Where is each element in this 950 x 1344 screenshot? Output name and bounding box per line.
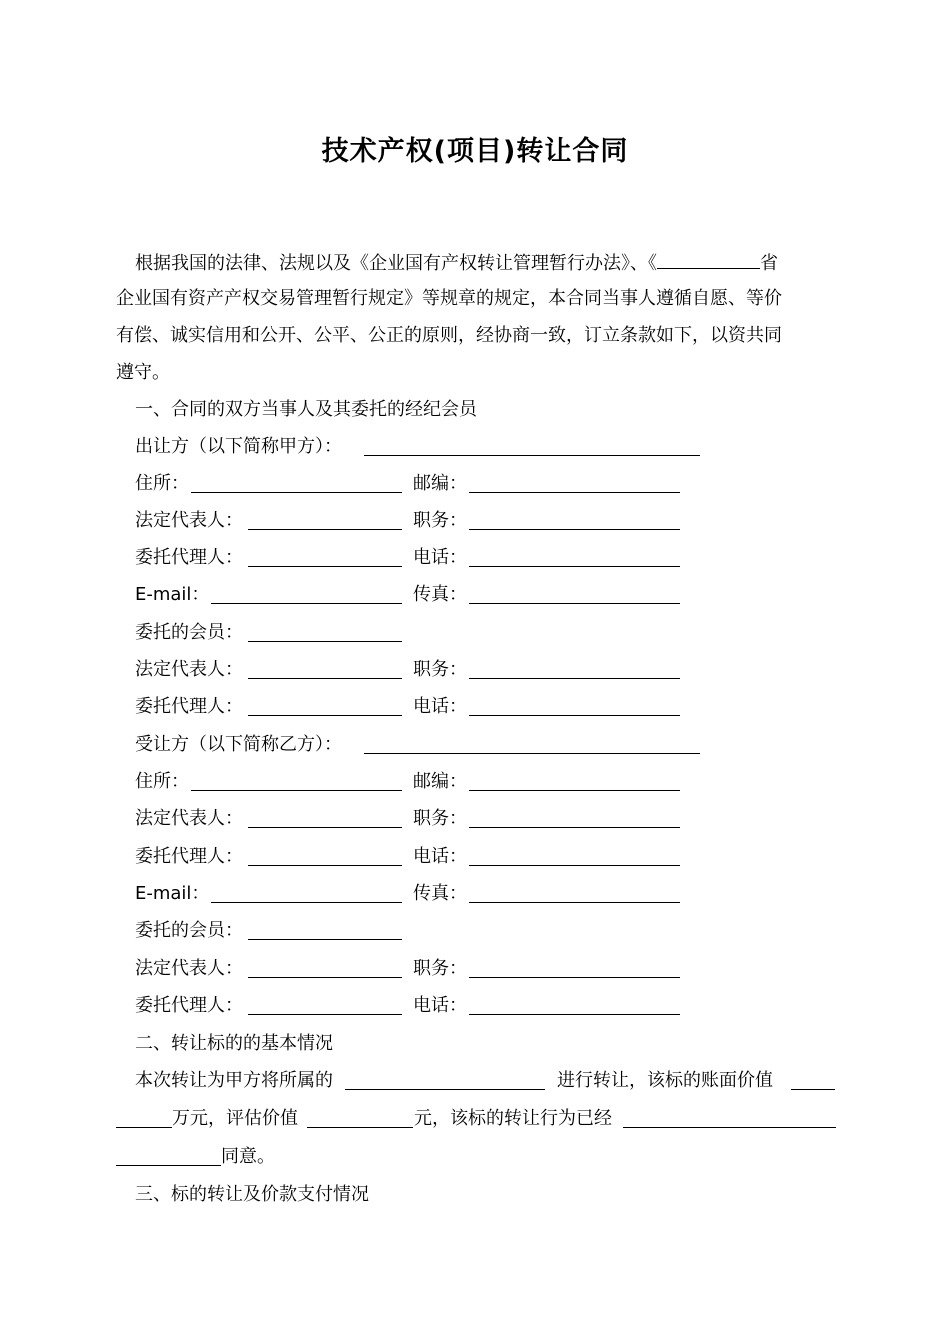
party-a-address-row [135,470,735,498]
address-blank[interactable] [191,472,402,493]
fax-label: 传真： [413,883,467,904]
phone-blank[interactable] [469,695,680,716]
fax-label: 传真： [413,584,467,605]
party-a-email-row [135,581,735,609]
legal-rep-label: 法定代表人： [135,659,243,680]
email-blank[interactable] [211,583,402,604]
party-a-member-row [135,619,735,647]
approval-blank-end[interactable] [116,1145,221,1166]
legal-rep-label: 法定代表人： [135,808,243,829]
intro-text-1a: 根据我国的法律、法规以及《企业国有产权转让管理暂行办法》、《 [135,253,657,274]
party-b-row [135,731,735,759]
section-2-heading: 二、转让标的的基本情况 [135,1033,333,1054]
fax-blank[interactable] [469,583,680,604]
address-label: 住所： [135,473,189,494]
section-2-line-2 [116,1105,836,1133]
phone-label: 电话： [413,696,467,717]
book-value-blank-start[interactable] [791,1069,835,1090]
position-label: 职务： [413,808,467,829]
party-b-agent-row [135,843,735,871]
intro-line-3: 有偿、诚实信用和公开、公平、公正的原则，经协商一致，订立条款如下，以资共同 [116,325,782,346]
phone-label: 电话： [413,846,467,867]
party-a-member-agent-row [135,693,735,721]
party-b-label: 受让方（以下简称乙方）： [135,734,342,755]
position-blank[interactable] [469,658,680,679]
party-b-blank[interactable] [364,733,700,754]
position-label: 职务： [413,958,467,979]
party-a-row [135,433,735,461]
address-label: 住所： [135,771,189,792]
section-2-line-1 [135,1067,835,1095]
province-blank[interactable] [657,248,760,269]
book-value-blank-end[interactable] [116,1107,172,1128]
legal-rep-blank[interactable] [248,807,402,828]
approval-blank-start[interactable] [623,1107,836,1128]
party-b-member-agent-row [135,992,735,1020]
party-a-agent-row [135,544,735,572]
postcode-blank[interactable] [469,770,680,791]
section-2-text-1b: 进行转让，该标的账面价值 [557,1070,773,1091]
party-a-legal-rep-row [135,507,735,535]
email-blank[interactable] [211,882,402,903]
section-2-text-1a: 本次转让为甲方将所属的 [135,1070,333,1091]
agent-label: 委托代理人： [135,846,243,867]
position-blank[interactable] [469,509,680,530]
intro-text-1b: 省 [760,253,778,274]
position-blank[interactable] [469,807,680,828]
legal-rep-blank[interactable] [248,509,402,530]
party-b-member-row [135,917,735,945]
party-b-address-row [135,768,735,796]
intro-line-1 [135,248,778,276]
email-label: E-mail： [135,883,210,904]
agent-label: 委托代理人： [135,696,243,717]
phone-label: 电话： [413,995,467,1016]
phone-blank[interactable] [469,845,680,866]
position-label: 职务： [413,659,467,680]
party-a-blank[interactable] [364,435,700,456]
agent-blank[interactable] [248,845,402,866]
party-a-label: 出让方（以下简称甲方）： [135,436,342,457]
member-label: 委托的会员： [135,920,243,941]
section-2-text-2b: 元，该标的转让行为已经 [414,1108,612,1129]
postcode-label: 邮编： [413,473,467,494]
position-blank[interactable] [469,957,680,978]
section-3-heading: 三、标的转让及价款支付情况 [135,1184,369,1205]
appraised-value-blank[interactable] [307,1107,413,1128]
section-1-heading: 一、合同的双方当事人及其委托的经纪会员 [135,399,477,420]
party-b-legal-rep-row [135,805,735,833]
agent-label: 委托代理人： [135,547,243,568]
member-label: 委托的会员： [135,622,243,643]
agent-blank[interactable] [248,994,402,1015]
legal-rep-blank[interactable] [248,957,402,978]
subject-blank[interactable] [345,1069,545,1090]
member-blank[interactable] [248,919,402,940]
legal-rep-blank[interactable] [248,658,402,679]
section-2-line-3 [116,1143,836,1171]
email-label: E-mail： [135,584,210,605]
legal-rep-label: 法定代表人： [135,958,243,979]
intro-line-2: 企业国有资产产权交易管理暂行规定》等规章的规定，本合同当事人遵循自愿、等价 [116,288,782,309]
party-b-email-row [135,880,735,908]
intro-line-4: 遵守。 [116,362,170,383]
fax-blank[interactable] [469,882,680,903]
phone-blank[interactable] [469,994,680,1015]
legal-rep-label: 法定代表人： [135,510,243,531]
section-2-text-3a: 同意。 [221,1146,275,1167]
address-blank[interactable] [191,770,402,791]
agent-blank[interactable] [248,695,402,716]
document-title: 技术产权(项目)转让合同 [321,136,629,167]
member-blank[interactable] [248,621,402,642]
agent-blank[interactable] [248,546,402,567]
party-a-member-legal-rep-row [135,656,735,684]
postcode-blank[interactable] [469,472,680,493]
party-b-member-legal-rep-row [135,955,735,983]
agent-label: 委托代理人： [135,995,243,1016]
phone-label: 电话： [413,547,467,568]
section-2-text-2a: 万元，评估价值 [172,1108,298,1129]
postcode-label: 邮编： [413,771,467,792]
position-label: 职务： [413,510,467,531]
phone-blank[interactable] [469,546,680,567]
